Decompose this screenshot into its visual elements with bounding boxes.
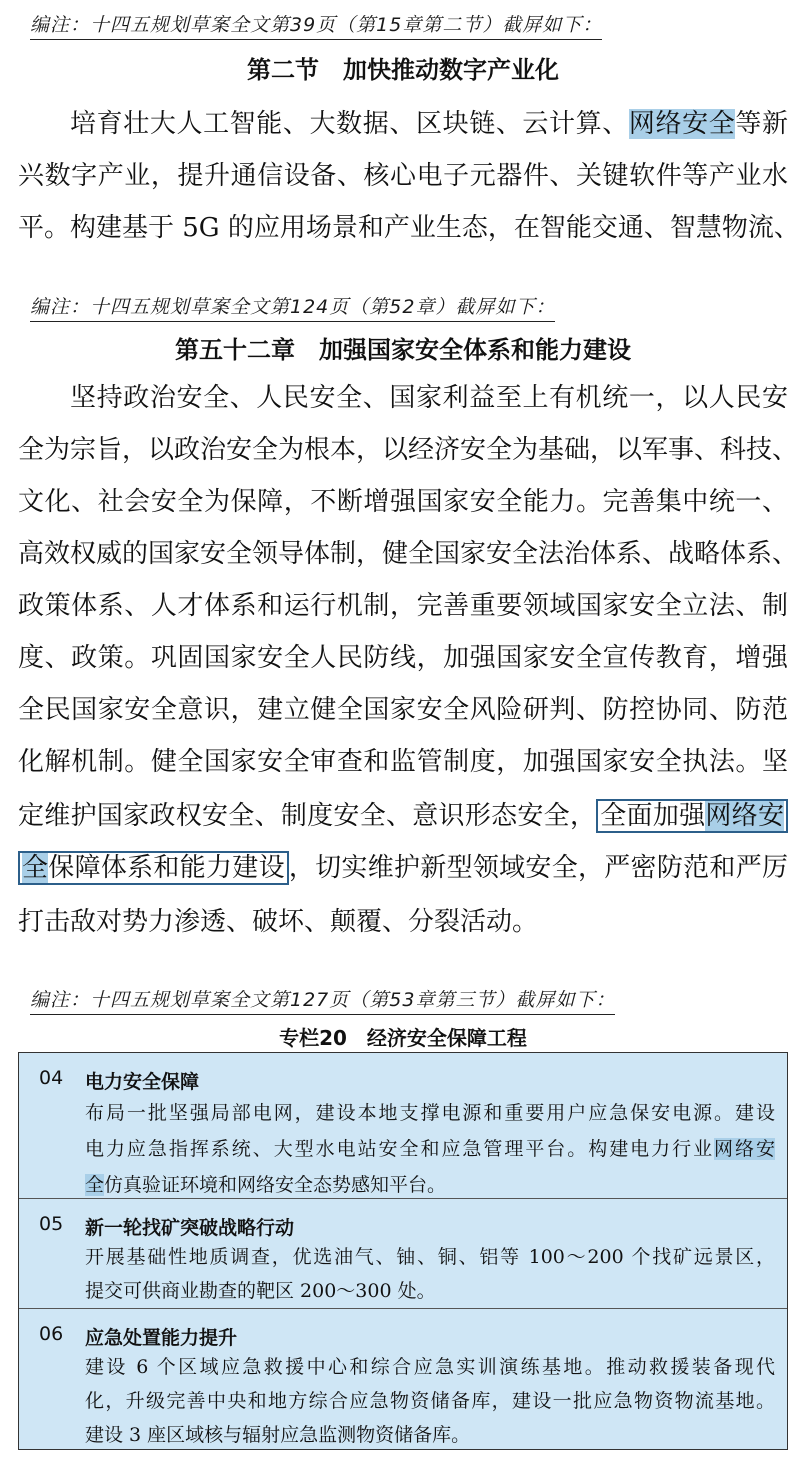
editor-note: 编注：十四五规划草案全文第127页（第53章第三节）截屏如下： [30, 985, 615, 1015]
row-number: 04 [39, 1067, 64, 1089]
boxed-phrase: 全面加强网络安 [596, 799, 788, 833]
table-row [19, 1309, 787, 1451]
paragraph-line: 文化、社会安全为保障，不断增强国家安全能力。完善集中统一、 [18, 487, 788, 517]
row-line: 建设 6 个区域应急救援中心和综合应急实训演练基地。推动救援装备现代 [85, 1356, 775, 1378]
paragraph-line: 全民国家安全意识，建立健全国家安全风险研判、防控协同、防范 [18, 695, 788, 725]
paragraph-line: 定维护国家政权安全、制度安全、意识形态安全， 全面加强网络安 [18, 790, 788, 842]
paragraph-line: 平。构建基于 5G 的应用场景和产业生态，在智能交通、智慧物流、 [18, 213, 800, 243]
table-row [19, 1053, 787, 1199]
highlight: 网络安 [705, 801, 784, 831]
paragraph-line: 培育壮大人工智能、大数据、区块链、云计算、网络安全等新 [70, 109, 788, 139]
paragraph-line: 坚持政治安全、人民安全、国家利益至上有机统一，以人民安 [70, 383, 788, 413]
editor-note: 编注：十四五规划草案全文第124页（第52章）截屏如下： [30, 292, 555, 322]
row-line: 电力应急指挥系统、大型水电站安全和应急管理平台。构建电力行业网络安 [85, 1138, 775, 1160]
paragraph-line: 化解机制。健全国家安全审查和监管制度，加强国家安全执法。坚 [18, 747, 788, 777]
highlight: 网络安 [714, 1138, 775, 1160]
paragraph-line: 打击敌对势力渗透、破坏、颠覆、分裂活动。 [18, 907, 539, 937]
section-title: 第二节 加快推动数字产业化 [247, 56, 559, 84]
chapter-title: 第五十二章 加强国家安全体系和能力建设 [175, 336, 631, 364]
row-line: 开展基础性地质调查，优选油气、铀、铜、铝等 100～200 个找矿远景区， [85, 1246, 775, 1268]
row-title: 电力安全保障 [85, 1071, 200, 1093]
column-table [18, 1052, 788, 1450]
paragraph-line: 全保障体系和能力建设 ，切实维护新型领域安全，严密防范和严厉 [18, 842, 788, 894]
row-line: 全仿真验证环境和网络安全态势感知平台。 [85, 1174, 447, 1196]
row-line: 提交可供商业勘查的靶区 200～300 处。 [85, 1280, 436, 1302]
paragraph-line: 高效权威的国家安全领导体制，健全国家安全法治体系、战略体系、 [18, 539, 799, 569]
editor-note: 编注：十四五规划草案全文第39页（第15章第二节）截屏如下： [30, 10, 602, 40]
row-line: 化，升级完善中央和地方综合应急物资储备库，建设一批应急物资物流基地。 [85, 1390, 775, 1412]
boxed-phrase: 全保障体系和能力建设 [18, 851, 289, 885]
column-title: 专栏20 经济安全保障工程 [279, 1026, 527, 1050]
paragraph-line: 度、政策。巩固国家安全人民防线，加强国家安全宣传教育，增强 [18, 643, 788, 673]
table-row [19, 1199, 787, 1309]
highlight: 网络安全 [628, 109, 736, 139]
paragraph-line: 全为宗旨，以政治安全为根本，以经济安全为基础，以军事、科技、 [18, 435, 799, 465]
highlight: 全 [22, 853, 49, 883]
row-number: 06 [39, 1323, 64, 1345]
highlight: 全 [85, 1174, 105, 1196]
row-title: 应急处置能力提升 [85, 1327, 238, 1349]
paragraph-line: 兴数字产业，提升通信设备、核心电子元器件、关键软件等产业水 [18, 161, 788, 191]
paragraph-line: 政策体系、人才体系和运行机制，完善重要领域国家安全立法、制 [18, 591, 788, 621]
row-number: 05 [39, 1213, 64, 1235]
row-line: 建设 3 座区域核与辐射应急监测物资储备库。 [85, 1424, 471, 1446]
row-title: 新一轮找矿突破战略行动 [85, 1217, 295, 1239]
row-line: 布局一批坚强局部电网，建设本地支撑电源和重要用户应急保安电源。建设 [85, 1102, 775, 1124]
